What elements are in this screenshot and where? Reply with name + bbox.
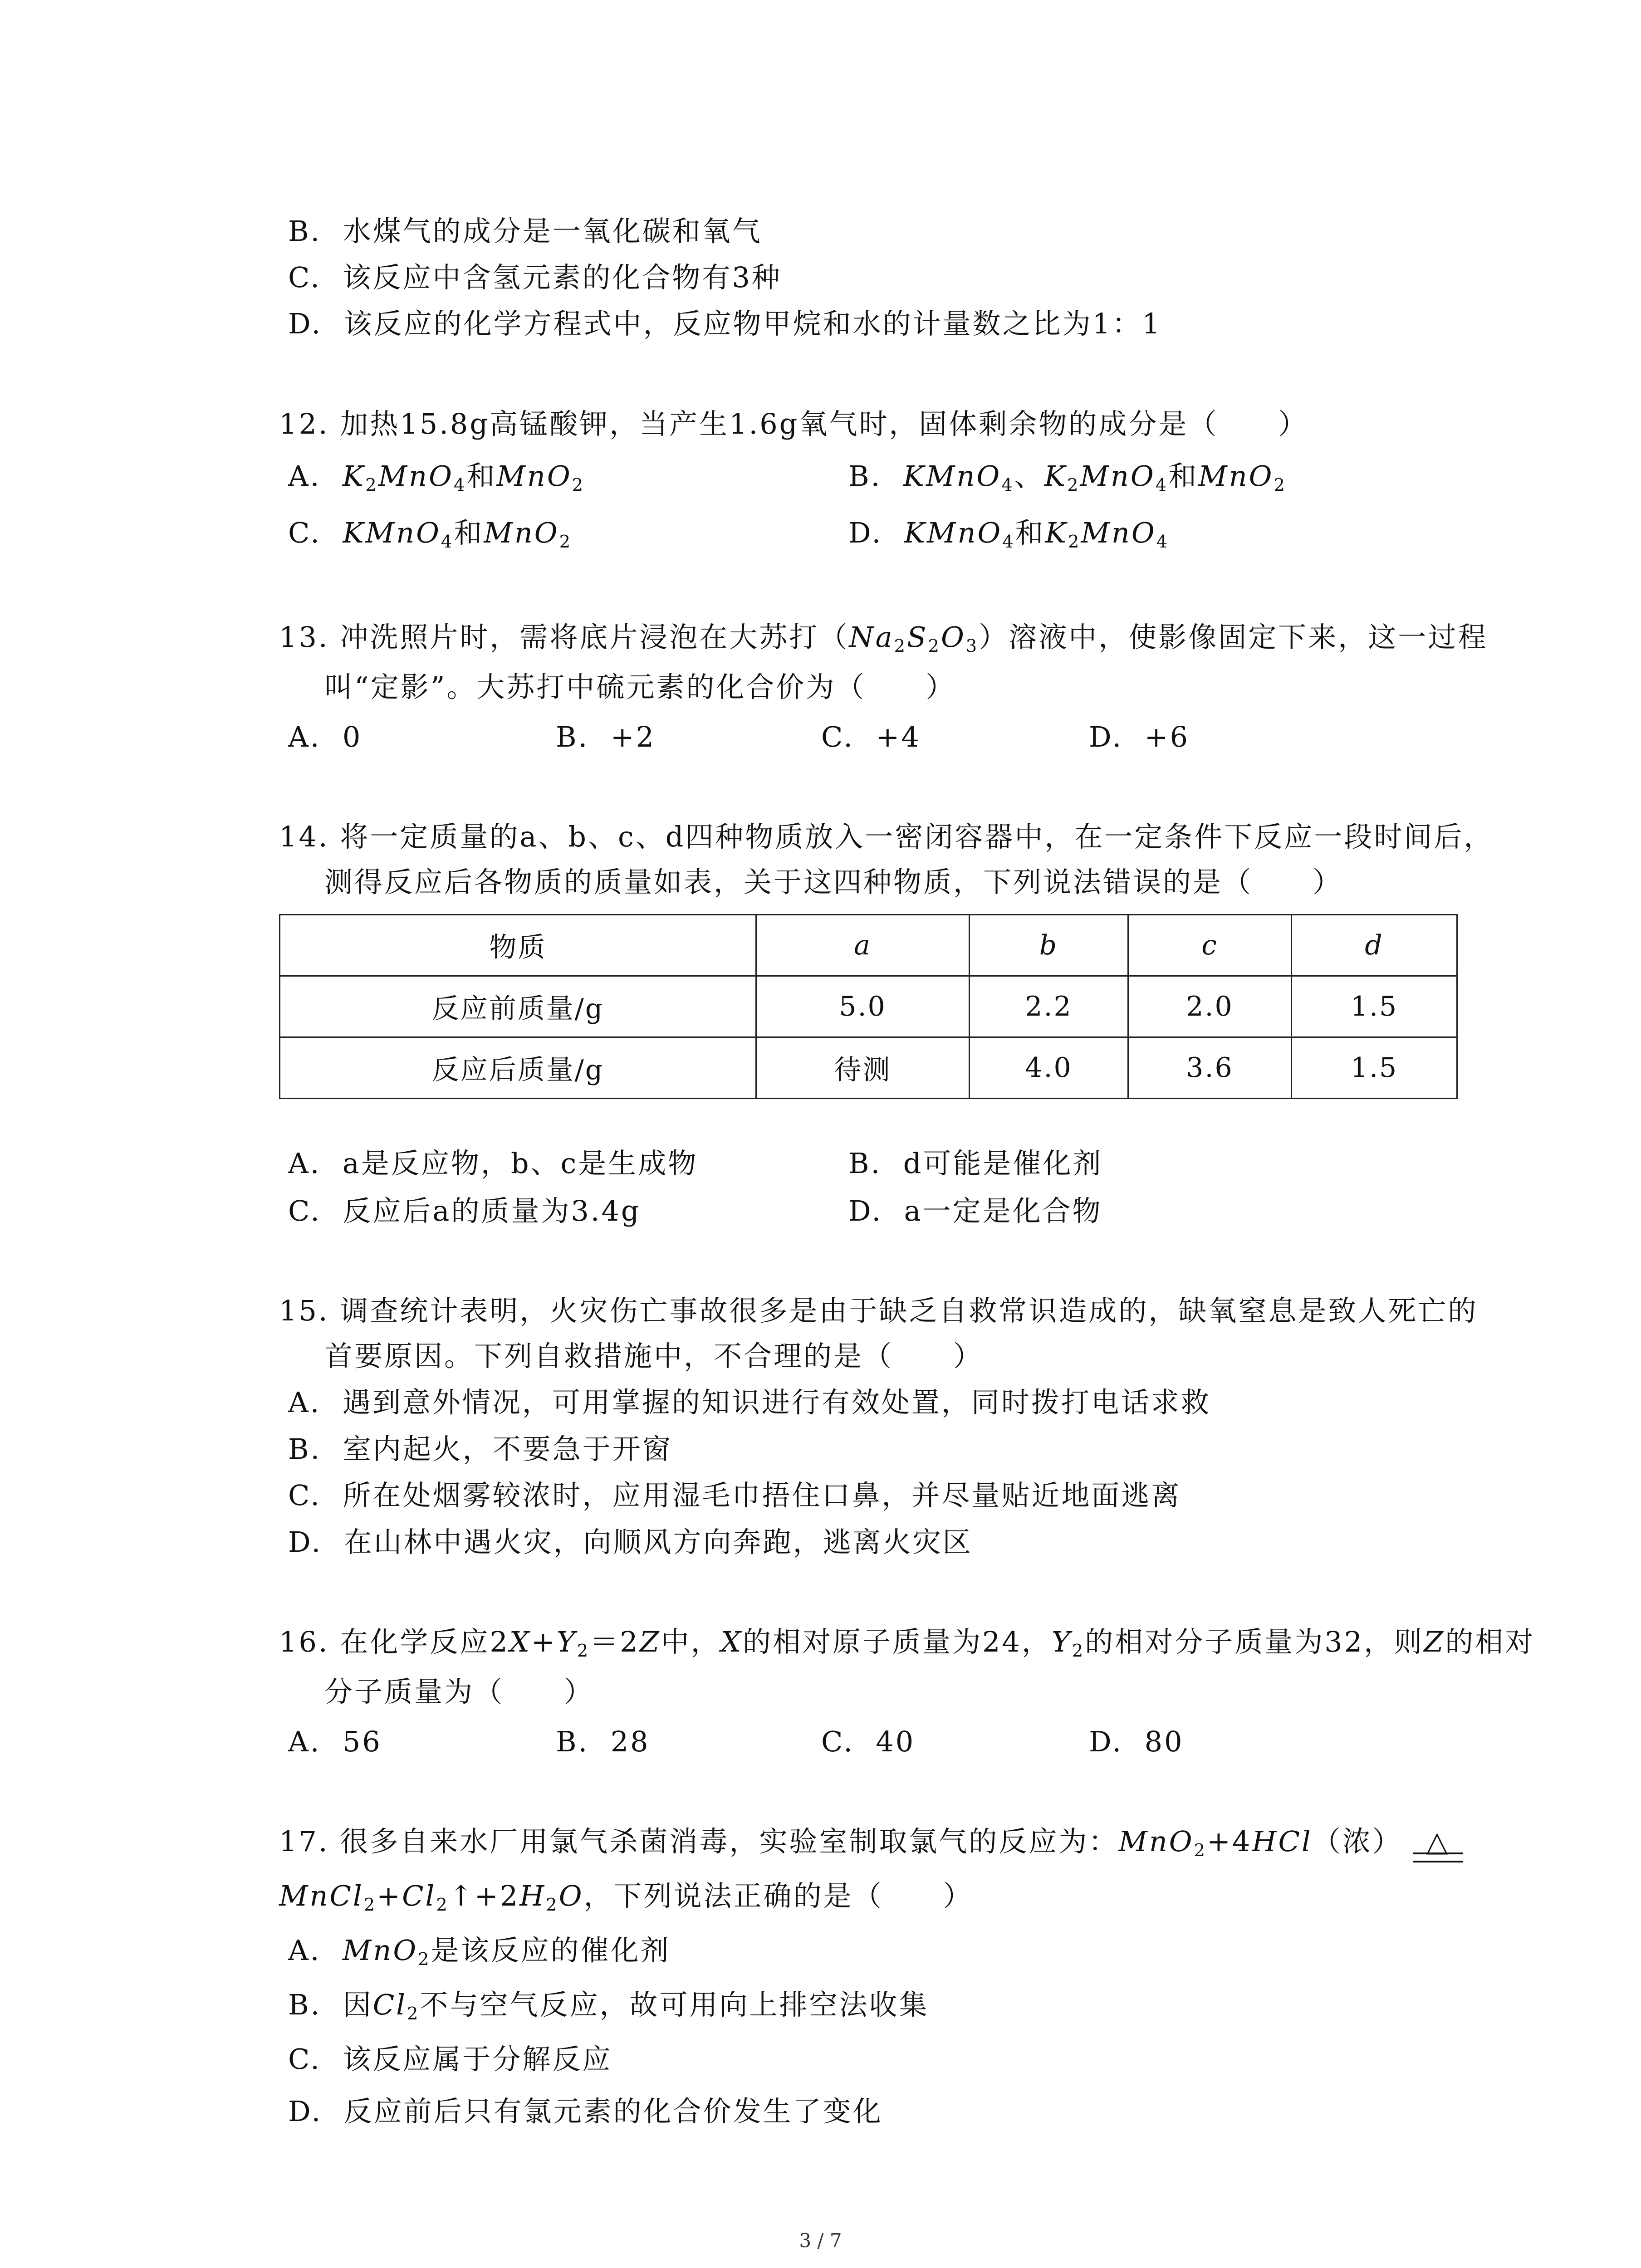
- q11-option-d: D. 该反应的化学方程式中，反应物甲烷和水的计量数之比为1：1: [288, 307, 1162, 340]
- q14-option-c: C. 反应后a的质量为3.4g: [288, 1194, 641, 1227]
- q17-option-b: B. 因$Cl_2$不与空气反应，故可用向上排空法收集: [288, 1988, 929, 2024]
- q14-stem-line2: 测得反应后各物质的质量如表，关于这四种物质，下列说法错误的是（ ）: [324, 865, 1343, 899]
- q16-option-a: A. 56: [288, 1725, 382, 1758]
- q15-stem-line2: 首要原因。下列自救措施中，不合理的是（ ）: [324, 1339, 984, 1373]
- table-cell: 2.0: [1128, 976, 1292, 1037]
- heat-condition-symbol: △: [1413, 1823, 1463, 1860]
- q16-stem-line1: 16. 在化学反应$2X+Y_2=2Z$中，X的相对原子质量为24，$Y_2$的相对分子质量为32，则Z的相对: [279, 1625, 1535, 1661]
- q12-option-c: C. KMnO$_4$和MnO$_2$: [288, 516, 573, 552]
- q15-option-a: A. 遇到意外情况，可用掌握的知识进行有效处置，同时拨打电话求救: [288, 1386, 1211, 1419]
- q13-option-d: D. +6: [1089, 720, 1190, 753]
- table-cell: 4.0: [970, 1037, 1128, 1099]
- q12-option-a: A. $K_2MnO_4$和MnO$_2$: [288, 459, 585, 495]
- table-header-row: [280, 915, 1457, 976]
- table-cell: 2.2: [970, 976, 1128, 1037]
- q12-option-d: D. KMnO$_4$和$K_2MnO_4$: [848, 516, 1170, 552]
- q14-option-a: A. a是反应物，b、c是生成物: [288, 1147, 698, 1180]
- table-header-cell: a: [756, 915, 970, 976]
- q16-option-c: C. 40: [821, 1725, 916, 1758]
- q14-stem-line1: 14. 将一定质量的a、b、c、d四种物质放入一密闭容器中，在一定条件下反应一段时间后，: [279, 820, 1494, 853]
- table-cell: 1.5: [1292, 976, 1457, 1037]
- table-cell: 1.5: [1292, 1037, 1457, 1099]
- q12-option-b: B. KMnO$_4$、$K_2MnO_4$和MnO$_2$: [848, 459, 1287, 495]
- table-cell: 反应前质量/g: [280, 976, 756, 1037]
- q16-option-d: D. 80: [1089, 1725, 1184, 1758]
- table-cell: 待测: [756, 1037, 970, 1099]
- table-header-cell: b: [970, 915, 1128, 976]
- q13-option-a: A. 0: [288, 720, 362, 753]
- table-header-cell: d: [1292, 915, 1457, 976]
- q15-option-d: D. 在山林中遇火灾，向顺风方向奔跑，逃离火灾区: [288, 1525, 973, 1559]
- table-cell: 反应后质量/g: [280, 1037, 756, 1099]
- q17-option-a: A. MnO$_2$是该反应的催化剂: [288, 1934, 671, 1970]
- table-header-cell: 物质: [280, 915, 756, 976]
- q15-option-b: B. 室内起火，不要急于开窗: [288, 1432, 672, 1466]
- table-cell: 3.6: [1128, 1037, 1292, 1099]
- mass-table: [279, 914, 1458, 1099]
- q17-option-c: C. 该反应属于分解反应: [288, 2043, 612, 2076]
- q13-stem-line1: 13. 冲洗照片时，需将底片浸泡在大苏打$(Na_2S_2O_3)$溶液中，使影像固定下来，这一过程: [279, 621, 1488, 656]
- table-header-cell: c: [1128, 915, 1292, 976]
- table-row: [280, 976, 1457, 1037]
- q12-stem: 12. 加热15.8g高锰酸钾，当产生1.6g氧气时，固体剩余物的成分是（ ）: [279, 407, 1308, 440]
- q14-option-d: D. a一定是化合物: [848, 1194, 1102, 1227]
- q15-stem-line1: 15. 调查统计表明，火灾伤亡事故很多是由于缺乏自救常识造成的，缺氧窒息是致人死亡的: [279, 1294, 1478, 1327]
- q16-stem-line2: 分子质量为（ ）: [324, 1675, 594, 1708]
- table-row: [280, 1037, 1457, 1099]
- table-cell: 5.0: [756, 976, 970, 1037]
- q11-option-c: C. 该反应中含氢元素的化合物有3种: [288, 261, 782, 294]
- q17-stem-line1: 17. 很多自来水厂用氯气杀菌消毒，实验室制取氯气的反应为：MnO$_2$+4HCl（浓） △: [279, 1823, 1463, 1860]
- q16-option-b: B. 28: [556, 1725, 650, 1758]
- q13-option-b: B. +2: [556, 720, 656, 753]
- q14-option-b: B. d可能是催化剂: [848, 1147, 1103, 1180]
- q15-option-c: C. 所在处烟雾较浓时，应用湿毛巾捂住口鼻，并尽量贴近地面逃离: [288, 1479, 1181, 1512]
- page-number: 3 / 7: [799, 2229, 842, 2252]
- q13-stem-line2: 叫“定影”。大苏打中硫元素的化合价为（ ）: [324, 670, 956, 704]
- q11-option-b: B. 水煤气的成分是一氧化碳和氧气: [288, 215, 762, 248]
- q17-stem-line2: $MnCl_2+Cl_2↑+2H_2O$，下列说法正确的是（ ）: [279, 1879, 973, 1915]
- q17-option-d: D. 反应前后只有氯元素的化合价发生了变化: [288, 2095, 883, 2128]
- q13-option-c: C. +4: [821, 720, 921, 753]
